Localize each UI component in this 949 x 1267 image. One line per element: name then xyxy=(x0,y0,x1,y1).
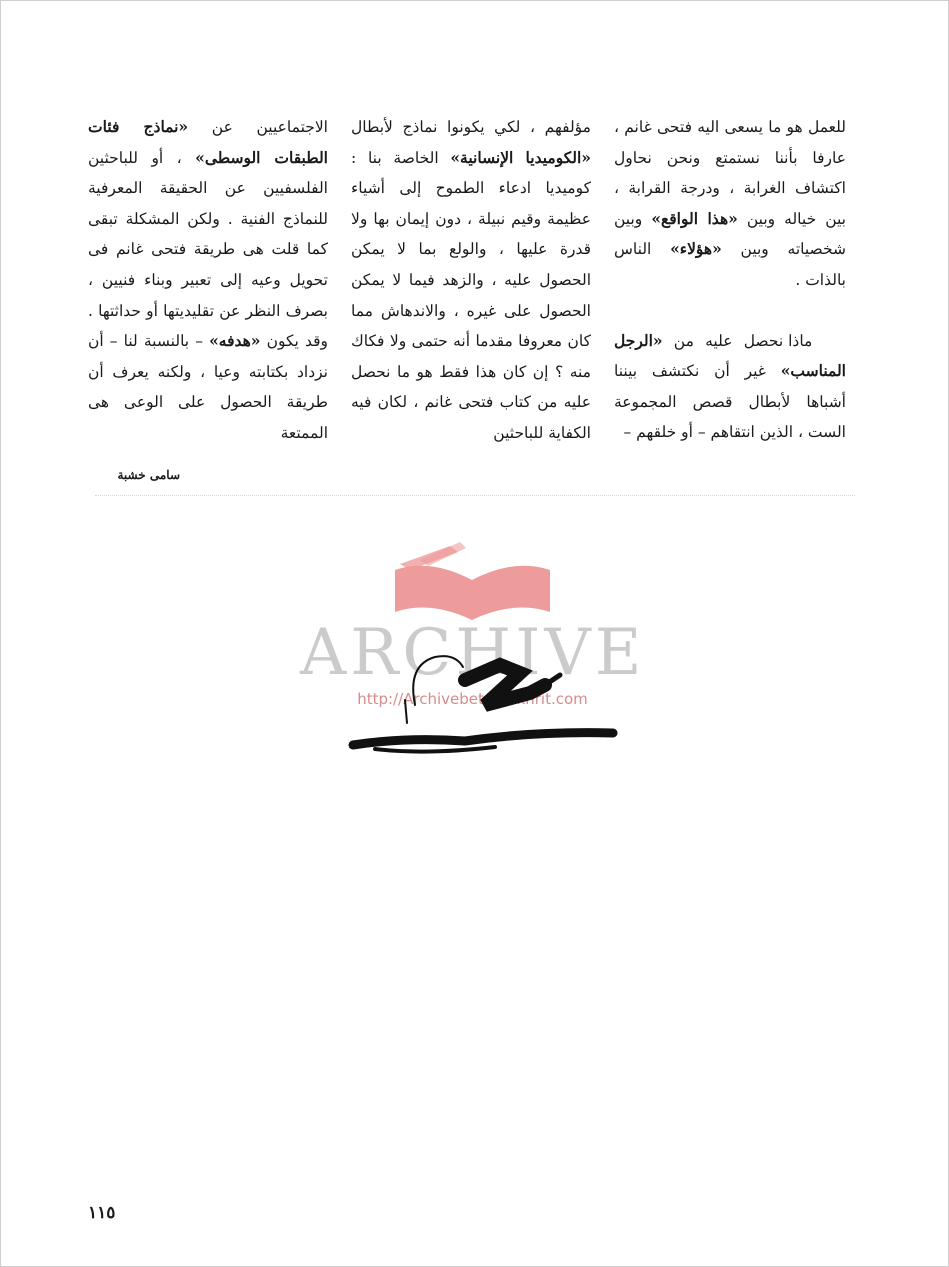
handwritten-scribble-icon xyxy=(345,645,620,765)
text-run: ، أو للباحثين الفلسفيين عن الحقيقة المعرفية للنماذج الفنية . ولكن المشكلة تبقى كما قلت هى طريقة فتحى غانم فى تحويل وعيه إلى تعبير وبناء فنيين ، بصرف النظر عن تقليديتها أو حداثتها . وقد يكون xyxy=(88,148,329,351)
divider xyxy=(95,495,855,496)
paragraph xyxy=(351,112,591,449)
text-run: الناس بالذات . xyxy=(614,240,846,289)
quoted-term: «هذا الواقع» xyxy=(651,208,738,228)
article-column-left xyxy=(88,112,328,449)
text-run: غير أن نكتشف بيننا أشباها لأبطال قصص المجموعة الست ، الذين انتقاهم – أو خلقهم – xyxy=(614,362,846,442)
article-column-middle xyxy=(351,112,591,449)
text-run: القرابة ، بين خياله وبين xyxy=(614,179,846,228)
quoted-term: «الكوميديا الإنسانية» xyxy=(450,147,591,167)
text-run: غانم ، عارفا بأننا نستمتع ونحن xyxy=(614,118,846,167)
author-signature: سامى خشبة xyxy=(117,468,180,482)
text-run: الاجتماعيين عن xyxy=(188,118,328,136)
text-run: ماذا نحصل عليه من xyxy=(662,331,813,350)
page-number: ١١٥ xyxy=(88,1203,116,1223)
text-run: – بالنسبة لنا – أن نزداد بكتابته وعيا ، ولكنه يعرف أن طريقة الحصول على الوعى هى الممتعة xyxy=(88,332,328,442)
text-run: نحاول اكتشاف الغرابة ، ودرجة xyxy=(614,148,846,198)
watermark-url: http://Archivebeta.Sakhrit.com xyxy=(357,690,588,708)
quoted-term: «الرجل المناسب» xyxy=(614,330,846,381)
text-run: مؤلفهم ، لكي يكونوا نماذج لأبطال xyxy=(351,118,591,136)
quoted-term: «نماذج فئات الطبقات الوسطى» xyxy=(88,117,328,167)
quoted-term: «هدفه» xyxy=(209,331,261,351)
text-run: للعمل هو ما يسعى اليه فتحى xyxy=(656,118,846,136)
article-column-right xyxy=(614,112,846,448)
text-run: وبين شخصياته وبين xyxy=(614,209,846,259)
watermark-text: ARCHIVE xyxy=(300,616,646,690)
quoted-term: «هؤلاء» xyxy=(670,239,722,259)
paragraph xyxy=(614,112,846,296)
paragraph xyxy=(614,326,846,448)
paragraph xyxy=(88,112,328,449)
text-run: الخاصة بنا : كوميديا ادعاء الطموح إلى أشياء عظيمة وقيم نبيلة ، دون إيمان بها ولا قدرة عليها ، والولع بما لا يمكن الحصول عليه ، والزهد فيما لا يمكن الحصول على غيره ، والاندهاش مما كان معروفا مقدما أنه حتمى ولا فكاك منه ؟ إن كان هذا فقط هو ما نحصل عليه من كتاب فتحى غانم ، لكان فيه الكفاية للباحثين xyxy=(351,148,591,442)
